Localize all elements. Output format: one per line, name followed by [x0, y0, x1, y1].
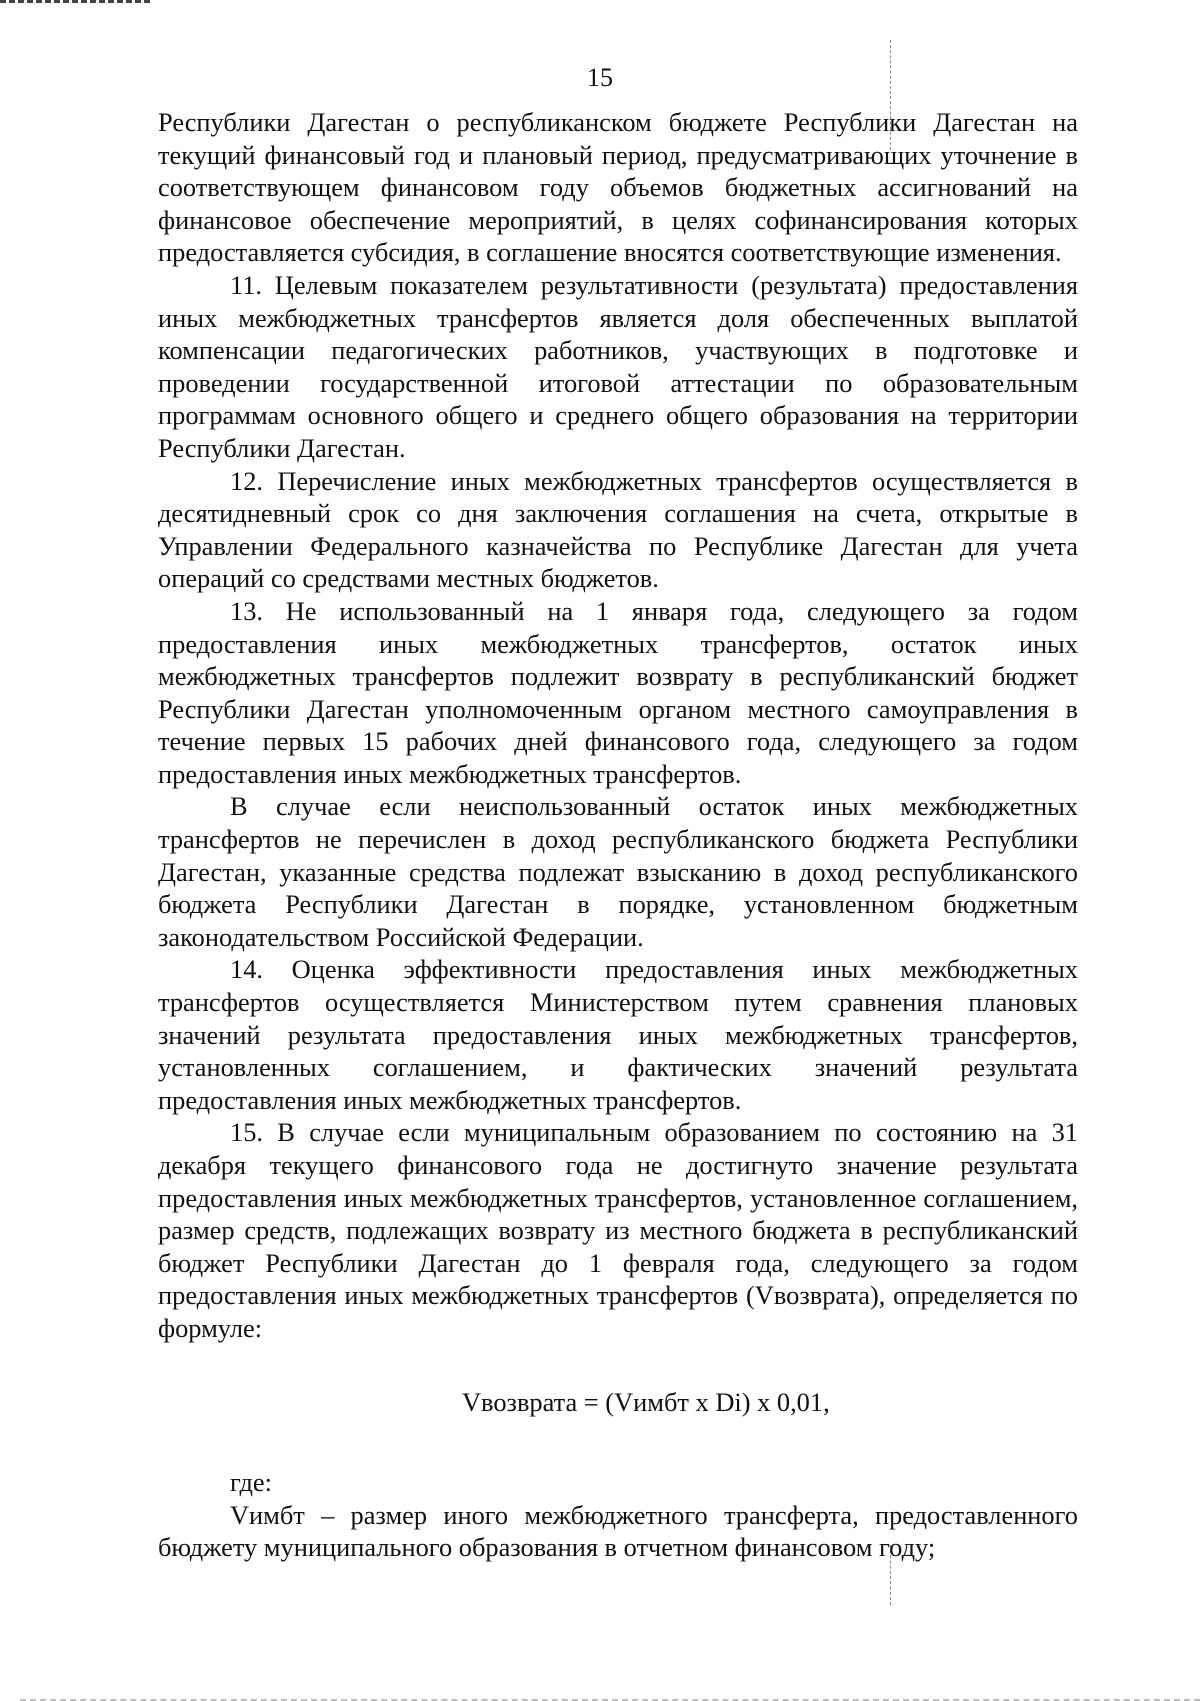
where-label: где:	[230, 1467, 272, 1498]
paragraph-13: 13. Не использованный на 1 января года, следующего за годом предоставления иных межбюджетных трансфертов, остаток иных межбюджетных трансфертов подлежит возврату в республиканский бюджет Республики Дагестан уполномоченным органом местного самоуправления в течение первых 15 рабочих дней финансового года, следующего за годом предоставления иных межбюджетных трансфертов.	[158, 595, 1078, 789]
scan-edge-top	[0, 0, 150, 3]
paragraph-14: 14. Оценка эффективности предоставления иных межбюджетных трансфертов осуществляется Министерством путем сравнения плановых значений результата предоставления иных межбюджетных трансфертов, установленных соглашением, и фактических значений результата предоставления иных межбюджетных трансфертов.	[158, 954, 1078, 1115]
definition-vimbt: Vимбт – размер иного межбюджетного трансферта, предоставленного бюджету муниципального образования в отчетном финансовом году;	[158, 1499, 1078, 1563]
paragraph-13-case: В случае если неиспользованный остаток иных межбюджетных трансфертов не перечислен в доход республиканского бюджета Республики Дагестан, указанные средства подлежат взысканию в доход республиканского бюджета Республики Дагестан в порядке, установленном бюджетным законодательством Российской Федерации.	[158, 791, 1078, 952]
paragraph-11: 11. Целевым показателем результативности (результата) предоставления иных межбюджетных трансфертов является доля обеспеченных выплатой компенсации педагогических работников, участвующих в подготовке и проведении государственной итоговой аттестации по образовательным программам основного общего и среднего общего образования на территории Республики Дагестан.	[158, 269, 1078, 463]
page-number: 15	[587, 63, 613, 92]
formula: Vвозврата = (Vимбт x Di) x 0,01,	[462, 1386, 830, 1417]
paragraph-12: 12. Перечисление иных межбюджетных трансфертов осуществляется в десятидневный срок со дня заключения соглашения на счета, открытые в Управлении Федерального казначейства по Республике Дагестан для учета операций со средствами местных бюджетов.	[158, 465, 1078, 594]
paragraph-continuation: Республики Дагестан о республиканском бюджете Республики Дагестан на текущий финансовый год и плановый период, предусматривающих уточнение в соответствующем финансовом году объемов бюджетных ассигнований на финансовое обеспечение мероприятий, в целях софинансирования которых предоставляется субсидия, в соглашение вносятся соответствующие изменения.	[158, 107, 1078, 268]
paragraph-15: 15. В случае если муниципальным образованием по состоянию на 31 декабря текущего финансового года не достигнуто значение результата предоставления иных межбюджетных трансфертов, установленное соглашением, размер средств, подлежащих возврату из местного бюджета в республиканский бюджет Республики Дагестан до 1 февраля года, следующего за годом предоставления иных межбюджетных трансфертов (Vвозврата), определяется по формуле:	[158, 1117, 1078, 1343]
document-body	[158, 106, 1078, 1564]
